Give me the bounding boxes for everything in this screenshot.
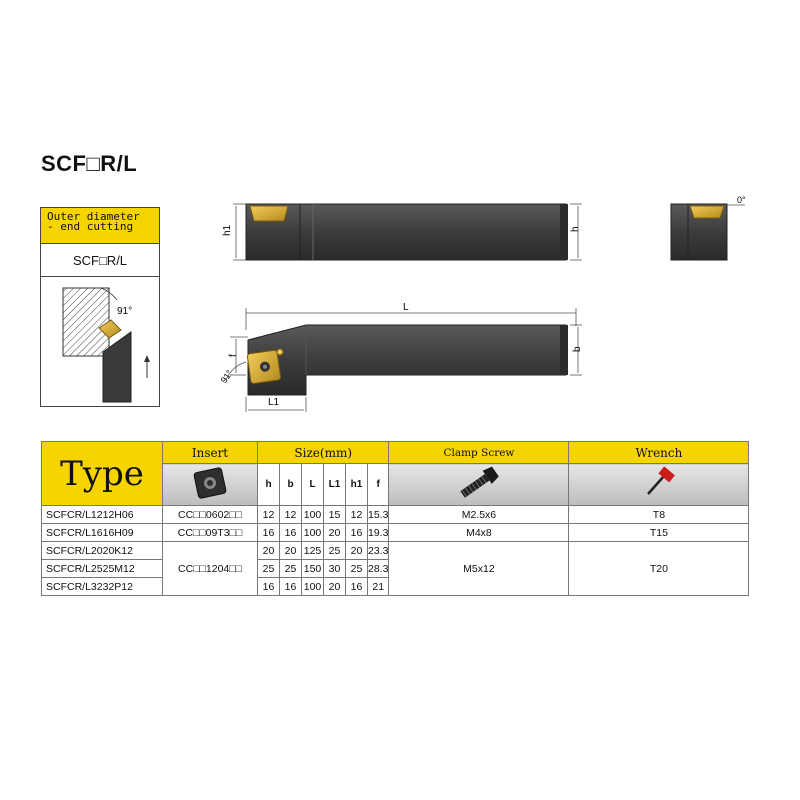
plan-view-drawing [219,302,583,412]
wrench-cell: T15 [569,524,749,542]
dim-b-label: b [572,346,583,352]
dim-L1-label: L1 [268,397,280,408]
page-title: SCF□R/L [41,151,138,176]
h-cell: 16 [258,578,280,596]
panel-angle-label: 91° [117,306,133,317]
col-f: f [368,464,389,506]
b-cell: 20 [280,542,302,560]
insert-icon [190,467,230,499]
wrench-image-cell [569,464,749,506]
insert-group-cell: CC□□1204□□ [163,542,258,596]
clamp-screw-image-cell [389,464,569,506]
b-cell: 12 [280,506,302,524]
h-cell: 16 [258,524,280,542]
f-cell: 28.3 [368,560,389,578]
col-L1: L1 [324,464,346,506]
dim-L-label: L [403,302,409,313]
L1-cell: 30 [324,560,346,578]
h1-cell: 25 [346,560,368,578]
dim-f-label: f [228,354,239,357]
col-h1: h1 [346,464,368,506]
screw-icon [449,466,509,500]
h1-cell: 12 [346,506,368,524]
spec-table [41,441,749,596]
table-row [42,524,749,542]
operation-diagram [41,278,159,406]
h1-cell: 16 [346,578,368,596]
wrench-icon [634,466,684,500]
L1-cell: 25 [324,542,346,560]
header-clamp-screw: Clamp Screw [389,442,569,464]
L1-cell: 20 [324,578,346,596]
table-row [42,542,749,560]
wrench-group-cell: T20 [569,542,749,596]
f-cell: 15.3 [368,506,389,524]
angle-main-label: 91° [218,368,235,386]
header-insert: Insert [163,442,258,464]
h1-cell: 16 [346,524,368,542]
operation-heading-line1: Outer diameter [47,210,140,223]
type-cell: SCFCR/L1616H09 [42,524,163,542]
b-cell: 16 [280,578,302,596]
insert-cell: CC□□0602□□ [163,506,258,524]
type-cell: SCFCR/L3232P12 [42,578,163,596]
h-cell: 20 [258,542,280,560]
operation-heading [41,208,159,244]
col-h: h [258,464,280,506]
L-cell: 100 [302,578,324,596]
L-cell: 150 [302,560,324,578]
f-cell: 21 [368,578,389,596]
screw-group-cell: M5x12 [389,542,569,596]
h-cell: 25 [258,560,280,578]
angle-end-label: 0° [737,195,746,205]
type-cell: SCFCR/L2525M12 [42,560,163,578]
screw-cell: M4x8 [389,524,569,542]
h1-cell: 20 [346,542,368,560]
dim-h-label: h [570,226,581,232]
operation-heading-line2: - end cutting [47,220,134,233]
f-cell: 23.3 [368,542,389,560]
L-cell: 100 [302,506,324,524]
L-cell: 125 [302,542,324,560]
type-cell: SCFCR/L2020K12 [42,542,163,560]
end-view-drawing [671,195,746,260]
col-L: L [302,464,324,506]
col-b: b [280,464,302,506]
h-cell: 12 [258,506,280,524]
L1-cell: 15 [324,506,346,524]
type-cell: SCFCR/L1212H06 [42,506,163,524]
operation-panel [40,207,160,407]
header-type: Type [42,442,163,506]
insert-cell: CC□□09T3□□ [163,524,258,542]
dim-h1-label: h1 [222,224,233,236]
L1-cell: 20 [324,524,346,542]
L-cell: 100 [302,524,324,542]
b-cell: 16 [280,524,302,542]
header-size: Size(mm) [258,442,389,464]
side-view-drawing [222,204,582,260]
b-cell: 25 [280,560,302,578]
header-wrench: Wrench [569,442,749,464]
f-cell: 19.3 [368,524,389,542]
operation-code: SCF□R/L [41,244,159,277]
table-row [42,506,749,524]
wrench-cell: T8 [569,506,749,524]
insert-image-cell [163,464,258,506]
screw-cell: M2.5x6 [389,506,569,524]
